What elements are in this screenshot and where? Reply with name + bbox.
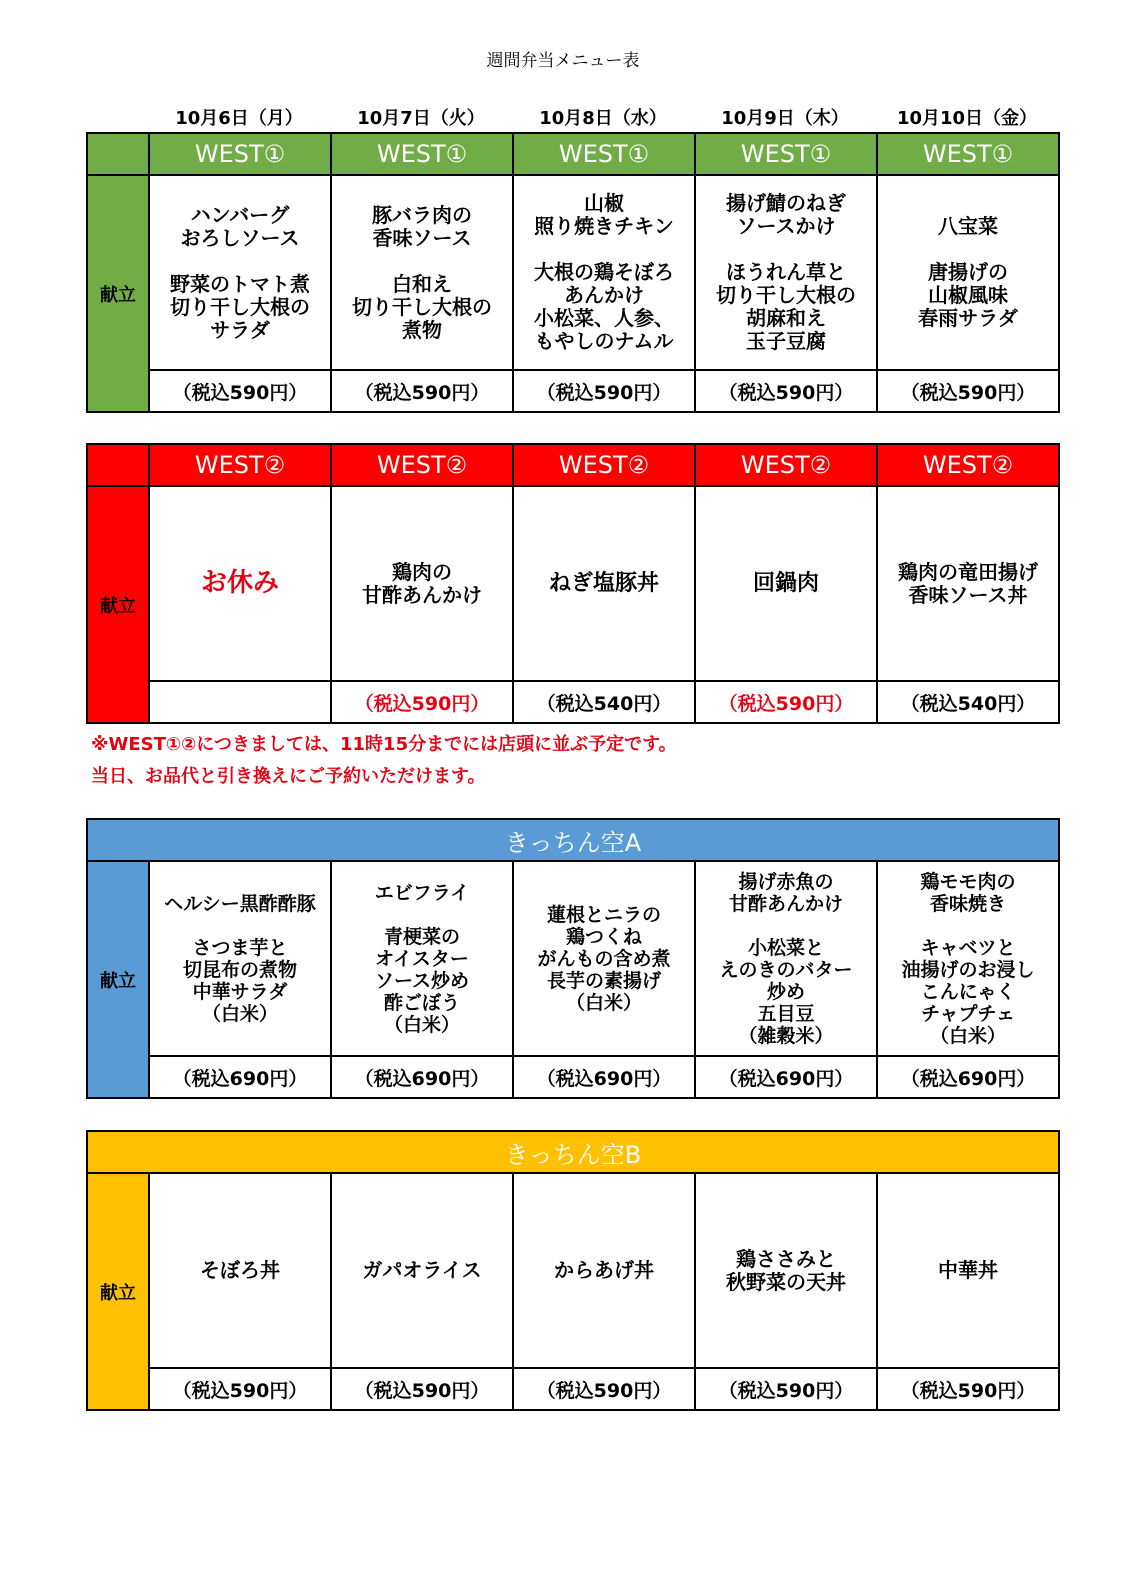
kitchen-a-dish-mon: ヘルシー黒酢酢豚 さつま芋と 切昆布の煮物 中華サラダ （白米） <box>149 861 331 1056</box>
west1-price-fri: （税込590円） <box>877 370 1059 412</box>
west1-menu-table <box>86 132 1060 413</box>
kitchen-b-price-wed: （税込590円） <box>513 1368 695 1410</box>
west2-header: WEST② <box>695 444 877 486</box>
kitchen-b-price-thu: （税込590円） <box>695 1368 877 1410</box>
west2-header: WEST② <box>513 444 695 486</box>
west2-dish-fri: 鶏肉の竜田揚げ 香味ソース丼 <box>877 486 1059 681</box>
west2-price-tue: （税込590円） <box>331 681 513 723</box>
west2-price-thu: （税込590円） <box>695 681 877 723</box>
west1-header: WEST① <box>513 133 695 175</box>
kitchen-b-dish-thu: 鶏ささみと 秋野菜の天丼 <box>695 1173 877 1368</box>
kitchen-a-menu-table <box>86 818 1060 1099</box>
kitchen-b-price-fri: （税込590円） <box>877 1368 1059 1410</box>
date-fri: 10月10日（金） <box>896 108 1038 129</box>
date-mon: 10月6日（月） <box>175 108 303 129</box>
west2-dish-mon: お休み <box>149 486 331 681</box>
kitchen-a-dish-thu: 揚げ赤魚の 甘酢あんかけ 小松菜と えのきのバター 炒め 五目豆 （雑穀米） <box>695 861 877 1056</box>
west1-side-label: 献立 <box>87 175 149 412</box>
west1-price-mon: （税込590円） <box>149 370 331 412</box>
west1-header: WEST① <box>695 133 877 175</box>
west2-corner-cell <box>87 444 149 486</box>
west1-dish-thu: 揚げ鯖のねぎ ソースかけ ほうれん草と 切り干し大根の 胡麻和え 玉子豆腐 <box>695 175 877 370</box>
west1-price-wed: （税込590円） <box>513 370 695 412</box>
west2-dish-thu: 回鍋肉 <box>695 486 877 681</box>
kitchen-b-header: きっちん空B <box>87 1131 1059 1173</box>
west2-price-fri: （税込540円） <box>877 681 1059 723</box>
west2-price-mon <box>149 681 331 723</box>
kitchen-a-price-thu: （税込690円） <box>695 1056 877 1098</box>
kitchen-b-price-mon: （税込590円） <box>149 1368 331 1410</box>
reservation-note-line2: 当日、お品代と引き換えにご予約いただけます。 <box>91 766 486 787</box>
west1-corner-cell <box>87 133 149 175</box>
west1-header: WEST① <box>877 133 1059 175</box>
west1-price-tue: （税込590円） <box>331 370 513 412</box>
kitchen-a-price-mon: （税込690円） <box>149 1056 331 1098</box>
west1-dish-wed: 山椒 照り焼きチキン 大根の鶏そぼろ あんかけ 小松菜、人参、 もやしのナムル <box>513 175 695 370</box>
west1-dish-fri: 八宝菜 唐揚げの 山椒風味 春雨サラダ <box>877 175 1059 370</box>
date-thu: 10月9日（木） <box>721 108 849 129</box>
west1-price-thu: （税込590円） <box>695 370 877 412</box>
kitchen-a-side-label: 献立 <box>87 861 149 1098</box>
kitchen-b-menu-table <box>86 1130 1060 1411</box>
kitchen-a-dish-fri: 鶏モモ肉の 香味焼き キャベツと 油揚げのお浸し こんにゃく チャプチェ （白米） <box>877 861 1059 1056</box>
kitchen-a-dish-tue: エビフライ 青梗菜の オイスター ソース炒め 酢ごぼう （白米） <box>331 861 513 1056</box>
kitchen-b-dish-fri: 中華丼 <box>877 1173 1059 1368</box>
date-tue: 10月7日（火） <box>357 108 485 129</box>
west2-dish-wed: ねぎ塩豚丼 <box>513 486 695 681</box>
west1-header: WEST① <box>331 133 513 175</box>
kitchen-b-dish-wed: からあげ丼 <box>513 1173 695 1368</box>
kitchen-b-side-label: 献立 <box>87 1173 149 1410</box>
page-title: 週間弁当メニュー表 <box>486 51 640 71</box>
kitchen-a-price-tue: （税込690円） <box>331 1056 513 1098</box>
kitchen-a-price-fri: （税込690円） <box>877 1056 1059 1098</box>
west2-header: WEST② <box>877 444 1059 486</box>
west1-dish-mon: ハンバーグ おろしソース 野菜のトマト煮 切り干し大根の サラダ <box>149 175 331 370</box>
kitchen-a-price-wed: （税込690円） <box>513 1056 695 1098</box>
kitchen-b-dish-tue: ガパオライス <box>331 1173 513 1368</box>
kitchen-b-price-tue: （税込590円） <box>331 1368 513 1410</box>
west2-side-label: 献立 <box>87 486 149 723</box>
kitchen-a-dish-wed: 蓮根とニラの 鶏つくね がんもの含め煮 長芋の素揚げ （白米） <box>513 861 695 1056</box>
kitchen-a-header: きっちん空A <box>87 819 1059 861</box>
date-wed: 10月8日（水） <box>539 108 667 129</box>
west1-dish-tue: 豚バラ肉の 香味ソース 白和え 切り干し大根の 煮物 <box>331 175 513 370</box>
west2-price-wed: （税込540円） <box>513 681 695 723</box>
west2-dish-tue: 鶏肉の 甘酢あんかけ <box>331 486 513 681</box>
west2-header: WEST② <box>331 444 513 486</box>
west2-menu-table <box>86 443 1060 724</box>
date-header-row <box>148 104 1058 128</box>
kitchen-b-dish-mon: そぼろ丼 <box>149 1173 331 1368</box>
west2-header: WEST② <box>149 444 331 486</box>
reservation-note-line1: ※WEST①②につきましては、11時15分までには店頭に並ぶ予定です。 <box>91 734 677 755</box>
west1-header: WEST① <box>149 133 331 175</box>
